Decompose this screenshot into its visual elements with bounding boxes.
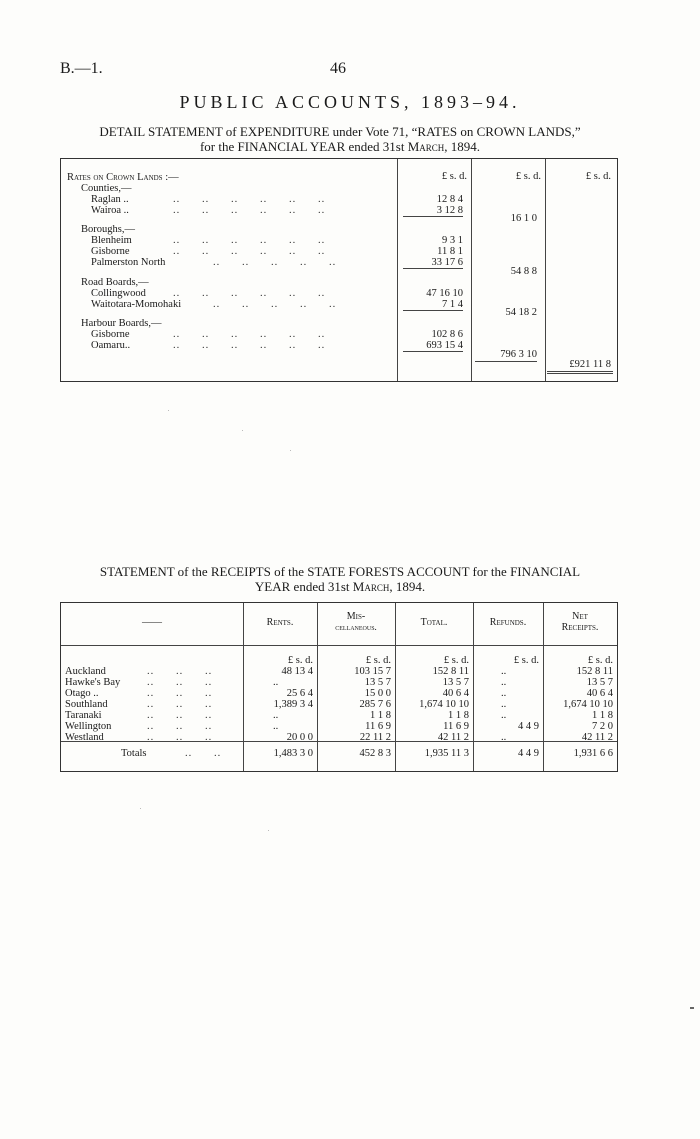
scan-speck xyxy=(140,808,141,809)
item-label: Waitotara-Momohaki xyxy=(91,299,182,310)
leader-dots: .. .. .. xyxy=(147,732,213,743)
total-value: 152 8 11 xyxy=(432,666,469,677)
header-rents: Rents. xyxy=(266,617,294,628)
leader-dots: .. .. .. .. .. xyxy=(213,299,337,310)
units-label: £ s. d. xyxy=(365,655,391,666)
misc-value: 1 1 8 xyxy=(370,710,391,721)
units-label: £ s. d. xyxy=(587,655,613,666)
page-number: 46 xyxy=(330,60,346,77)
leader-dots: .. .. .. xyxy=(147,699,213,710)
rents-total: 1,483 3 0 xyxy=(273,748,313,759)
rents-value: .. xyxy=(273,710,279,721)
net-total: 1,931 6 6 xyxy=(573,748,613,759)
misc-total: 452 8 3 xyxy=(359,748,391,759)
statement1-caption xyxy=(60,124,620,154)
item-label: Gisborne xyxy=(91,246,130,257)
subtotal-rule xyxy=(403,310,463,311)
caption-text: YEAR ended 31st xyxy=(254,579,353,594)
total-value: 40 6 4 xyxy=(442,688,469,699)
leader-dots: .. .. .. .. .. .. xyxy=(173,235,326,246)
column-header: £ s. d. xyxy=(585,171,611,182)
section-title: Rates on Crown Lands :— xyxy=(67,172,179,183)
leader-dots: .. .. xyxy=(185,748,222,759)
units-label: £ s. d. xyxy=(287,655,313,666)
header-net-1: Net xyxy=(572,611,588,622)
refunds-value: .. xyxy=(501,699,507,710)
subtotal-rule xyxy=(403,351,463,352)
refunds-value: .. xyxy=(501,666,507,677)
column-divider xyxy=(395,603,396,771)
total-value: 1 1 8 xyxy=(448,710,469,721)
net-value: 13 5 7 xyxy=(586,677,613,688)
rents-value: .. xyxy=(273,721,279,732)
header-total: Total. xyxy=(420,617,448,628)
item-amount: 33 17 6 xyxy=(431,257,463,268)
header-net-2: Receipts. xyxy=(561,622,599,633)
leader-dots: .. .. .. .. .. .. xyxy=(173,246,326,257)
total-value: 42 11 2 xyxy=(437,732,469,743)
item-amount: 12 8 4 xyxy=(436,194,463,205)
statement1-caption-line1: DETAIL STATEMENT of EXPENDITURE under Vote 71, “RATES on CROWN LANDS,” xyxy=(99,124,581,139)
district-name: Wellington xyxy=(65,721,112,732)
district-name: Otago .. xyxy=(65,688,99,699)
column-divider xyxy=(471,159,472,381)
subtotal-rule xyxy=(403,268,463,269)
scan-speck xyxy=(690,1007,694,1009)
net-value: 7 2 0 xyxy=(592,721,613,732)
statement1-caption-line2 xyxy=(60,139,620,154)
subtotal-rule xyxy=(475,361,537,362)
leader-dots: .. .. .. xyxy=(147,666,213,677)
statement2-caption xyxy=(60,564,620,594)
leader-dots: .. .. .. xyxy=(147,688,213,699)
total-rule xyxy=(547,371,613,372)
report-reference: B.—1. xyxy=(60,60,103,77)
item-amount: 7 1 4 xyxy=(442,299,463,310)
refunds-value: .. xyxy=(501,677,507,688)
leader-dots: .. .. .. .. .. .. xyxy=(173,205,326,216)
item-label: Collingwood xyxy=(91,288,146,299)
page-title: PUBLIC ACCOUNTS, 1893–94. xyxy=(179,92,521,112)
refunds-value: .. xyxy=(501,732,507,743)
rents-value: 48 13 4 xyxy=(281,666,313,677)
item-label: Oamaru.. xyxy=(91,340,131,351)
group-heading: Boroughs,— xyxy=(81,224,135,235)
rents-value: 1,389 3 4 xyxy=(273,699,313,710)
header-blank: —— xyxy=(142,617,162,628)
rents-value: 25 6 4 xyxy=(286,688,313,699)
total-value: 11 6 9 xyxy=(443,721,469,732)
group-subtotal: 16 1 0 xyxy=(510,213,537,224)
item-amount: 3 12 8 xyxy=(436,205,463,216)
refunds-value: .. xyxy=(501,688,507,699)
statement2-caption-line2 xyxy=(60,579,620,594)
net-value: 1 1 8 xyxy=(592,710,613,721)
column-divider xyxy=(545,159,546,381)
column-header: £ s. d. xyxy=(515,171,541,182)
misc-value: 13 5 7 xyxy=(364,677,391,688)
district-name: Hawke's Bay xyxy=(65,677,121,688)
caption-year: , 1894. xyxy=(389,579,426,594)
group-subtotal: 54 18 2 xyxy=(505,307,537,318)
net-value: 40 6 4 xyxy=(586,688,613,699)
refunds-total: 4 4 9 xyxy=(518,748,539,759)
subtotal-rule xyxy=(403,216,463,217)
district-name: Southland xyxy=(65,699,108,710)
totals-label: Totals xyxy=(121,748,147,759)
refunds-value: 4 4 9 xyxy=(518,721,539,732)
caption-month: March xyxy=(352,579,390,594)
misc-value: 11 6 9 xyxy=(365,721,391,732)
column-divider xyxy=(473,603,474,771)
total-value: 13 5 7 xyxy=(442,677,469,688)
units-label: £ s. d. xyxy=(443,655,469,666)
district-name: Auckland xyxy=(65,666,106,677)
net-value: 1,674 10 10 xyxy=(563,699,613,710)
total-value: 1,674 10 10 xyxy=(419,699,469,710)
refunds-value: .. xyxy=(501,710,507,721)
rents-value: 20 0 0 xyxy=(286,732,313,743)
scan-speck xyxy=(268,830,269,831)
column-header: £ s. d. xyxy=(441,171,467,182)
item-label: Raglan .. xyxy=(91,194,129,205)
total-rule xyxy=(547,373,613,374)
leader-dots: .. .. .. xyxy=(147,710,213,721)
scan-speck xyxy=(168,410,169,411)
misc-value: 15 0 0 xyxy=(364,688,391,699)
rents-value: .. xyxy=(273,677,279,688)
caption-text: for the FINANCIAL YEAR ended 31st xyxy=(199,139,408,154)
leader-dots: .. .. .. .. .. .. xyxy=(173,288,326,299)
header-rule xyxy=(61,645,617,646)
scan-speck xyxy=(242,430,243,431)
total-total: 1,935 11 3 xyxy=(424,748,469,759)
leader-dots: .. .. .. xyxy=(147,677,213,688)
item-label: Palmerston North xyxy=(91,257,166,268)
item-label: Blenheim xyxy=(91,235,132,246)
statement2-caption-line1: STATEMENT of the RECEIPTS of the STATE FORESTS ACCOUNT for the FINANCIAL xyxy=(99,564,581,579)
misc-value: 285 7 6 xyxy=(359,699,391,710)
item-amount: 9 3 1 xyxy=(442,235,463,246)
leader-dots: .. .. .. .. .. .. xyxy=(173,329,326,340)
expenditure-table xyxy=(60,158,618,382)
misc-value: 22 11 2 xyxy=(359,732,391,743)
group-subtotal: 796 3 10 xyxy=(500,349,537,360)
grand-total: £921 11 8 xyxy=(569,359,611,370)
units-label: £ s. d. xyxy=(513,655,539,666)
net-value: 152 8 11 xyxy=(576,666,613,677)
misc-value: 103 15 7 xyxy=(354,666,391,677)
column-divider xyxy=(397,159,398,381)
leader-dots: .. .. .. .. .. .. xyxy=(173,340,326,351)
scan-speck xyxy=(290,450,291,451)
group-heading: Road Boards,— xyxy=(81,277,149,288)
item-amount: 47 16 10 xyxy=(426,288,463,299)
column-divider xyxy=(243,603,244,771)
item-amount: 102 8 6 xyxy=(431,329,463,340)
district-name: Westland xyxy=(65,732,104,743)
header-miscellaneous-1: Mis- xyxy=(346,611,366,622)
caption-year: , 1894. xyxy=(444,139,481,154)
group-heading: Counties,— xyxy=(81,183,132,194)
district-name: Taranaki xyxy=(65,710,102,721)
item-amount: 693 15 4 xyxy=(426,340,463,351)
group-subtotal: 54 8 8 xyxy=(510,266,537,277)
forest-receipts-table xyxy=(60,602,618,772)
leader-dots: .. .. .. xyxy=(147,721,213,732)
leader-dots: .. .. .. .. .. xyxy=(213,257,337,268)
net-value: 42 11 2 xyxy=(581,732,613,743)
item-amount: 11 8 1 xyxy=(437,246,463,257)
header-refunds: Refunds. xyxy=(489,617,527,628)
leader-dots: .. .. .. .. .. .. xyxy=(173,194,326,205)
item-label: Wairoa .. xyxy=(91,205,129,216)
item-label: Gisborne xyxy=(91,329,130,340)
caption-month: March xyxy=(407,139,445,154)
group-heading: Harbour Boards,— xyxy=(81,318,162,329)
header-miscellaneous-2: cellaneous. xyxy=(335,622,377,632)
